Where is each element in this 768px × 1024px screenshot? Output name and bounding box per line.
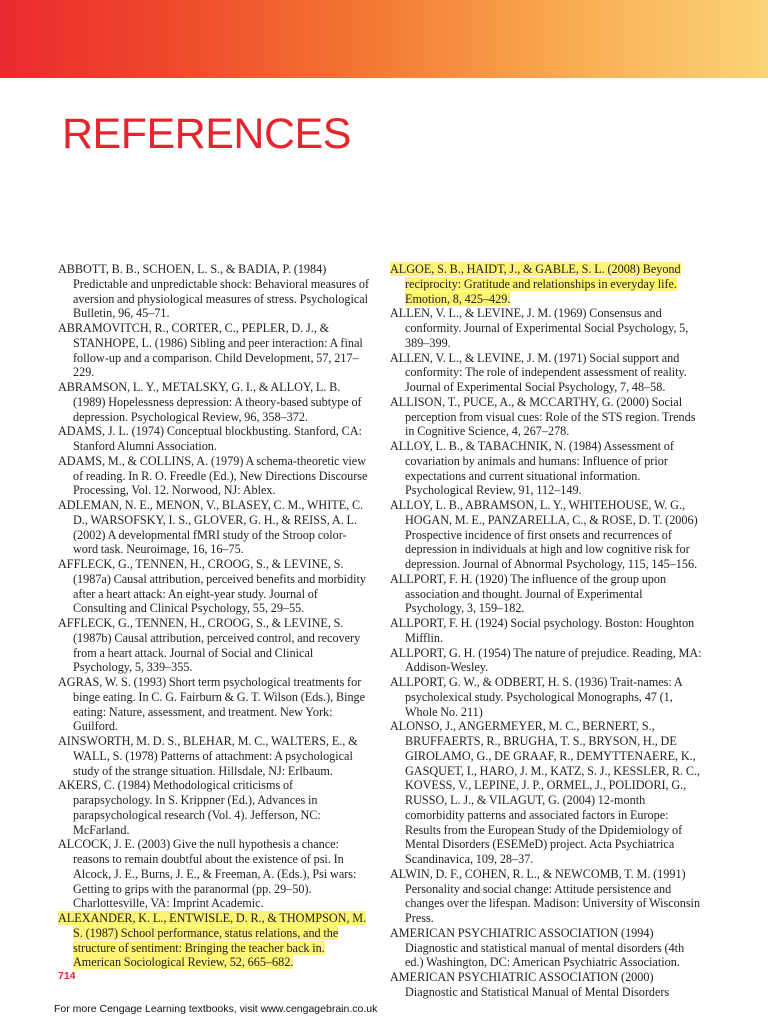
reference-entry <box>390 439 702 498</box>
reference-entry <box>58 911 370 970</box>
reference-entry <box>390 675 702 719</box>
reference-text: AMERICAN PSYCHIATRIC ASSOCIATION (2000) Diagnostic and Statistical Manual of Mental Disorders <box>390 970 670 999</box>
reference-entry <box>58 262 370 321</box>
reference-text: ALLEN, V. L., & LEVINE, J. M. (1971) Social support and conformity: The role of independent assessment of reality. Journal of Experimental Social Psychology, 7, 48–58. <box>390 350 687 394</box>
reference-entry <box>390 970 702 1000</box>
reference-text: ALLPORT, G. H. (1954) The nature of prejudice. Reading, MA: Addison-Wesley. <box>390 645 702 675</box>
references-left-column <box>58 262 370 970</box>
reference-text: ALLISON, T., PUCE, A., & MCCARTHY, G. (2000) Social perception from visual cues: Role of the STS region. Trends in Cognitive Science, 4, 267–278. <box>390 394 696 439</box>
reference-entry <box>390 719 702 867</box>
reference-text: ALEXANDER, K. L., ENTWISLE, D. R., & THOMPSON, M. S. (1987) School performance, status relations, and the structure of sentiment: Bringing the teacher back in. American Sociological Review, 52, 665–682. <box>58 911 367 970</box>
reference-entry <box>58 498 370 557</box>
reference-entry <box>58 380 370 424</box>
reference-text: ALLPORT, G. W., & ODBERT, H. S. (1936) Trait-names: A psycholexical study. Psychological Monographs, 47 (1, Whole No. 211) <box>390 675 682 719</box>
reference-text: ALONSO, J., ANGERMEYER, M. C., BERNERT, S., BRUFFAERTS, R., BRUGHA, T. S., BRYSON, H., DE GIROLAMO, G., DE GRAAF, R., DEMYTTENAERE, K., GASQUET, I., HARO, J. M., KATZ, S. J., KESSLER, R. C., KOVESS, V., LEPINE, J. P., ORMEL, J., POLIDORI, G., RUSSO, L. J., & VILAGUT, G. (2004) 12-month comorbidity patterns and associated factors in Europe: Results from the European Study of the Dpidemiology of Mental Disorders (ESEMeD) project. Acta Psychiatrica Scandinavica, 109, 28–37. <box>390 719 701 866</box>
reference-text: ALCOCK, J. E. (2003) Give the null hypothesis a chance: reasons to remain doubtful about the existence of psi. In Alcock, J. E., Burns, J. E., & Freeman, A. (Eds.), Psi wars: Getting to grips with the paranormal (pp. 29–50). Charlottesville, VA: Imprint Academic. <box>58 837 357 911</box>
reference-text: AINSWORTH, M. D. S., BLEHAR, M. C., WALTERS, E., & WALL, S. (1978) Patterns of attachment: A psychological study of the strange situation. Hillsdale, NJ: Erlbaum. <box>58 734 358 778</box>
reference-text: ADLEMAN, N. E., MENON, V., BLASEY, C. M., WHITE, C. D., WARSOFSKY, I. S., GLOVER, G. H., & REISS, A. L. (2002) A developmental fMRI study of the Stroop color-word task. Neuroimage, 16, 16–75. <box>58 498 364 557</box>
reference-text: ALLPORT, F. H. (1920) The influence of the group upon association and thought. Journal of Experimental Psychology, 3, 159–182. <box>390 571 667 616</box>
reference-text: AKERS, C. (1984) Methodological criticisms of parapsychology. In S. Krippner (Ed.), Advances in parapsychological research (Vol. 4). Jefferson, NC: McFarland. <box>58 778 321 837</box>
reference-text: ALWIN, D. F., COHEN, R. L., & NEWCOMB, T. M. (1991) Personality and social change: Attitude persistence and changes over the lifespan. Madison: University of Wisconsin Press. <box>390 866 701 925</box>
reference-entry <box>390 498 702 572</box>
reference-entry <box>58 734 370 778</box>
reference-text: ADAMS, M., & COLLINS, A. (1979) A schema-theoretic view of reading. In R. O. Freedle (Ed.), New Directions Discourse Processing, Vol. 12. Norwood, NJ: Ablex. <box>58 453 368 498</box>
reference-text: ABBOTT, B. B., SCHOEN, L. S., & BADIA, P. (1984) Predictable and unpredictable shock: Behavioral measures of aversion and physiological measures of stress. Psychological Bulletin, 96, 45–71. <box>58 262 370 321</box>
reference-entry <box>390 395 702 439</box>
reference-text: ABRAMOVITCH, R., CORTER, C., PEPLER, D. J., & STANHOPE, L. (1986) Sibling and peer interaction: A final follow-up and a comparison. Child Development, 57, 217–229. <box>58 321 363 380</box>
reference-entry <box>58 557 370 616</box>
reference-entry <box>58 454 370 498</box>
page-number: 714 <box>58 970 76 982</box>
reference-entry <box>390 616 702 646</box>
reference-text: ALLEN, V. L., & LEVINE, J. M. (1969) Consensus and conformity. Journal of Experimental Social Psychology, 5, 389–399. <box>390 306 689 350</box>
reference-entry <box>58 616 370 675</box>
reference-text: ADAMS, J. L. (1974) Conceptual blockbusting. Stanford, CA: Stanford Alumni Association. <box>58 424 362 453</box>
reference-entry <box>58 675 370 734</box>
footer-note: For more Cengage Learning textbooks, visit www.cengagebrain.co.uk <box>54 1003 378 1015</box>
reference-text: AFFLECK, G., TENNEN, H., CROOG, S., & LEVINE, S. (1987a) Causal attribution, perceived benefits and morbidity after a heart attack: An eight-year study. Journal of Consulting and Clinical Psychology, 55, 29–55. <box>58 557 366 616</box>
reference-text: AGRAS, W. S. (1993) Short term psychological treatments for binge eating. In C. G. Fairburn & G. T. Wilson (Eds.), Binge eating: Nature, assessment, and treatment. New York: Guilford. <box>58 675 366 734</box>
reference-entry <box>390 646 702 676</box>
reference-entry <box>58 321 370 380</box>
reference-text: ALLOY, L. B., ABRAMSON, L. Y., WHITEHOUSE, W. G., HOGAN, M. E., PANZARELLA, C., & ROSE, D. T. (2006) Prospective incidence of first onsets and recurrences of depression in individuals at high and low cognitive risk for depression. Journal of Abnormal Psychology, 115, 145–156. <box>390 498 698 571</box>
reference-text: AMERICAN PSYCHIATRIC ASSOCIATION (1994) Diagnostic and statistical manual of mental disorders (4th ed.) Washington, DC: American Psychiatric Association. <box>390 925 685 970</box>
reference-text: ALGOE, S. B., HAIDT, J., & GABLE, S. L. (2008) Beyond reciprocity: Gratitude and relationships in everyday life. Emotion, 8, 425–429. <box>390 262 681 306</box>
reference-text: ALLPORT, F. H. (1924) Social psychology. Boston: Houghton Mifflin. <box>390 616 695 645</box>
reference-entry <box>390 572 702 616</box>
reference-text: AFFLECK, G., TENNEN, H., CROOG, S., & LEVINE, S. (1987b) Causal attribution, perceived control, and recovery from a heart attack. Journal of Social and Clinical Psychology, 5, 339–355. <box>58 616 361 675</box>
reference-text: ALLOY, L. B., & TABACHNIK, N. (1984) Assessment of covariation by animals and humans: Influence of prior expectations and current situational information. Psychological Review, 91, 112–149. <box>390 439 674 498</box>
reference-entry <box>390 351 702 395</box>
page-title: REFERENCES <box>62 110 351 158</box>
reference-entry <box>58 837 370 911</box>
reference-entry <box>390 306 702 350</box>
reference-text: ABRAMSON, L. Y., METALSKY, G. I., & ALLOY, L. B. (1989) Hopelessness depression: A theory-based subtype of depression. Psychological Review, 96, 358–372. <box>58 380 362 424</box>
reference-entry <box>390 262 702 306</box>
reference-entry <box>58 778 370 837</box>
header-banner <box>0 0 768 78</box>
reference-entry <box>58 424 370 454</box>
reference-entry <box>390 926 702 970</box>
reference-entry <box>390 867 702 926</box>
references-right-column <box>390 262 702 1000</box>
